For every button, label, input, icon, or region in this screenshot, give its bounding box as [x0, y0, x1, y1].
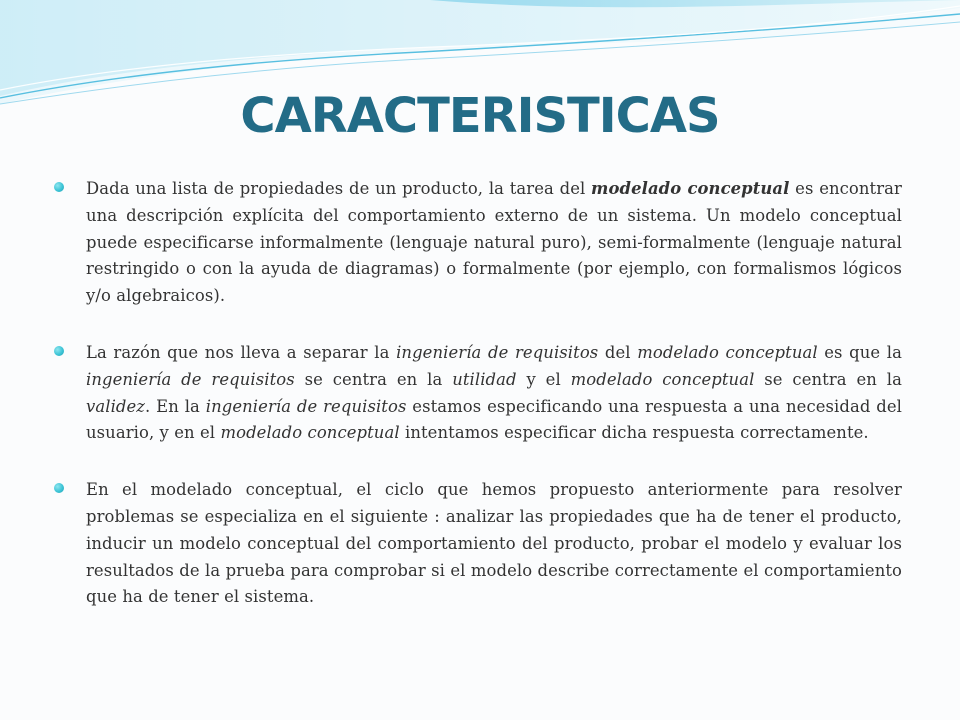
slide-title: CARACTERISTICAS	[240, 88, 720, 144]
bullet-item	[54, 340, 902, 447]
bullet-text: Dada una lista de propiedades de un producto, la tarea del modelado conceptual es encontrar una descripción explícita del comportamiento externo de un sistema. Un modelo conceptual puede especificarse informalmente (lenguaje natural puro), semi-formalmente (lenguaje natural restringido o con la ayuda de diagramas) o formalmente (por ejemplo, con formalismos lógicos y/o algebraicos).	[86, 179, 902, 306]
bullet-icon	[54, 182, 64, 192]
bullet-item	[54, 477, 902, 611]
bullet-text: La razón que nos lleva a separar la ingeniería de requisitos del modelado conceptual es que la ingeniería de requisitos se centra en la utilidad y el modelado conceptual se centra en la validez. En la ingeniería de requisitos estamos especificando una respuesta a una necesidad del usuario, y en el modelado conceptual intentamos especificar dicha respuesta correctamente.	[86, 342, 902, 443]
bullet-text: En el modelado conceptual, el ciclo que hemos propuesto anteriormente para resolver problemas se especializa en el siguiente : analizar las propiedades que ha de tener el producto, inducir un modelo conceptual del comportamiento del producto, probar el modelo y evaluar los resultados de la prueba para comprobar si el modelo describe correctamente el comportamiento que ha de tener el sistema.	[86, 480, 902, 607]
bullet-icon	[54, 346, 64, 356]
bullet-item	[54, 176, 902, 310]
bullet-icon	[54, 483, 64, 493]
bullet-list	[54, 176, 902, 641]
